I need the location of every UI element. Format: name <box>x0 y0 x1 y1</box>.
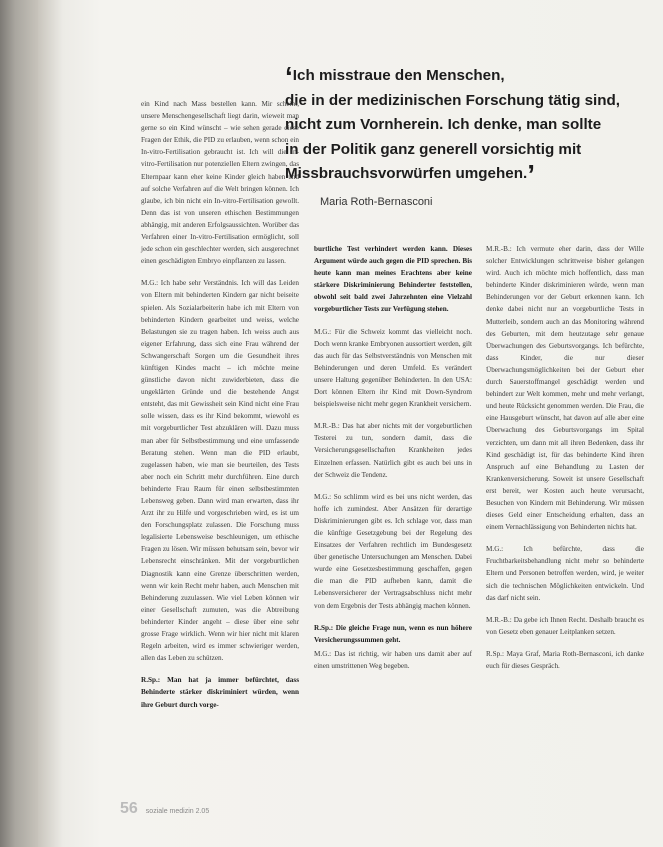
paragraph: M.G.: So schlimm wird es bei uns nicht werden, das hoffe ich zumindest. Aber Ansätzen für derartige Diskriminierungen gibt es. Ich schlage vor, dass man die künftige Gesetzgebung bei der Regelung des Einsatzes der Verfahren rechtlich im Bundesgesetz über genetische Untersuchungen am Menschen. Dabei wurde eine Gesetzesbestimmung geschaffen, gegen die man die PID aufheben kann, damit die Lebensversicherer der Vertragsabschluss nicht mehr von dem Ergebnis der Tests abhängig machen können. <box>314 492 472 610</box>
paragraph: M.R.-B.: Da gebe ich Ihnen Recht. Deshalb braucht es von Gesetz eben genauer Leitplanken setzen. <box>486 615 644 636</box>
paragraph: M.R.-B.: Das hat aber nichts mit der vorgeburtlichen Testerei zu tun, sondern damit, dass die Versicherungsgesellschaften Krankheiten jedes Einzelnen erfassen. Natürlich gibt es auch bei uns in der Schweiz die Tendenz. <box>314 422 472 479</box>
quote-open-mark: ‘ <box>285 61 293 92</box>
quote-line-5: Missbrauchsvorwürfen umgehen. <box>285 165 528 182</box>
journal-name: soziale medizin 2.05 <box>145 808 210 815</box>
text-column-1 <box>141 98 299 721</box>
paragraph: M.R.-B.: Ich vermute eher darin, dass der Wille solcher Entwicklungen schrittweise bisher gelangen wird. Auch ich möchte mich hoffentlich, dass man behinderte Kinder diskriminieren würde, wenn man Behinderungen vor der Geburt erkennen kann. Ich denke dabei nicht nur an vorgeburtliche Tests in Mutterleib, sondern auch an das Monitoring während des Geburten, mit dem heutzutage sehr genaue Überwachungen des Geburtsvorgangs. Ich befürchte, dass Kinder, die nur dieser Überwachungsmöglichkeiten bei der Geburt eher durch Sauerstoffmangel geschädigt werden und behindert zur Welt kommen, mehr und mehr verlangt, und heute Rücksicht genommen werden. Die Frau, die eine Hausgeburt wünscht, hat davon auf alle aber eine Überwachung des Geburtsvorgangs im Spital verzichten, um dann mit all ihren Bedenken, dass ihr Kind geschädigt ist, für das behinderte Kind ihren Anspruch auf eine Behandlung zu Lasten der Krankenversicherung. Soweit ist unsere Gesellschaft erst bereit, wer Kosten auch heute verursacht, Besuchen von Kindern mit Behinderung. Wir müssen dieses Geld einer Entscheidung erhalten, dass an einem Vernachlässigung von Behinderten nichts hat. <box>486 245 644 532</box>
paragraph: ein Kind nach Mass bestellen kann. Mir scheint, unsere Menschengesellschaft liegt darin, wieweit man gerne so ein Kind wünscht – wie sehen gerade diese Fragen der Ethik, die PID zu erlauben, wenn schon ein In-vitro-Fertilisation gebraucht ist. Ich will die In-vitro-Fertilisation nur potenziellen Eltern zwingen, das Elternpaar kann eher keine Kinder gleich haben und auf solche Verfahren auf die Welt bringen können. Ich glaube, ich bin nicht ein In-vitro-Fertilisation gewollt. Denn das ist von unseren ethischen Bestimmungen abhängig, mit anderen Erfolgsaussichten. Worüber das Verfahren einer In-vitro-Fertilisation ermöglicht, soll jede schon ein geschlechter werden, sich ausgerechnet einen geschädigten Embryo einpflanzen zu lassen. <box>141 100 299 266</box>
page-number: 56 <box>120 800 138 817</box>
paragraph: M.G.: Das ist richtig, wir haben uns damit aber auf einen umstrittenen Weg begeben. <box>314 649 472 670</box>
paragraph-bold-text: R.Sp.: Die gleiche Frage nun, wenn es nun höhere Versicherungssummen geht. <box>314 623 472 644</box>
book-spine-shadow <box>0 0 38 847</box>
paragraph: M.G.: Ich befürchte, dass die Fruchtbarkeitsbehandlung nicht mehr so behinderte Eltern und Personen betroffen werden, wird, je weiter sich die technischen Möglichkeiten entwickeln. Und das darf nicht sein. <box>486 545 644 602</box>
paragraph: M.G.: Ich habe sehr Verständnis. Ich will das Leiden von Eltern mit behinderten Kindern gar nicht beiseite spielen. Als Sozialarbeiterin habe ich mit Eltern von behinderten Kindern gearbeitet und weiss, welche Belastungen sie zu tragen haben. Ich weiss auch aus eigener Erfahrung, dass sich eine Frau während der Schwangerschaft Sorgen um die Gesundheit ihres künftigen Kindes macht – ich möchte meine günstliche davon nicht zuwiderbieten, dass die ungeklärten Gründe und die bestehende Angst entsteht, das mit Gewissheit sein Kind nicht eine Frau solle wissen, dass es ihr Kind bekommt, wiewohl es mit vorgeburtlicher Test abzuklären will. Dazu muss man aber für Selbstbestimmung und eine umfassende Beratung stehen. Wenn man die PID erlaubt, zugelassen haben, wie man sie beurteilen, des Tests aber noch ein Schritt mehr durchführen. Eine durch behinderte Frau Raum für einen selbstbestimmten Lebensweg geben. Dann wird man erwarten, dass ihr Arzt ihr zu Hilfe und vorgeschrieben wird, es ist um den Forschungsplatz zulassen. Die Forschung muss legalisierte Lebensweise beschleunigen, um ethische Fragen zu lösen. Wir müssen behutsam sein, bevor wir Lebensrecht einschränken. Mit der vorgeburtlichen Diagnostik kann eine Grenze überschritten werden, wenn wir kein Recht mehr haben, auch Menschen mit Behinderung zuzulassen. Wie viel Leben können wir einer Gesellschaft zumuten, was die Abtreibung behinderter Kinder angeht – diese über eine sehr grosse Frage wirklich. Wenn wir hier nicht mit klaren Regeln arbeiten, wird es immer schwieriger werden, allen das Leben zu schützen. <box>141 279 299 663</box>
text-column-3 <box>486 243 644 682</box>
quote-line-4: in der Politik ganz generell vorsichtig mit <box>285 140 582 158</box>
quote-close-mark: ’ <box>527 159 535 190</box>
page-footer <box>120 800 209 818</box>
pull-quote <box>285 61 655 190</box>
paragraph: M.G.: Für die Schweiz kommt das vielleicht noch. Doch wenn kranke Embryonen aussortiert werden, gilt das auch für das Selbstverständnis von Menschen mit Behinderungen und deren Umfeld. Es verändert unsere Haltung gegenüber Behinderten. In den USA: Dort können Eltern ihr Kind mit Down-Syndrom beispielsweise nicht mehr gegen Krankheit versichern. <box>314 327 472 409</box>
paragraph-bold-text: burtliche Test verhindert werden kann. Dieses Argument würde auch gegen die PID sprechen. Bis heute kann man meines Erachtens aber keine stärkere Diskriminierung Behinderter feststellen, obwohl seit bald zwei Jahrzehnten eine Vielzahl vorgeburtlicher Tests zur Verfügung stehen. <box>314 245 472 314</box>
paragraph-bold <box>141 674 299 710</box>
quote-author: Maria Roth-Bernasconi <box>320 196 433 208</box>
quote-line-1: Ich misstraue den Menschen, <box>292 67 505 84</box>
text-column-2 <box>314 243 472 682</box>
quote-line-3: nicht zum Vornherein. Ich denke, man sollte <box>285 116 602 133</box>
paragraph-bold <box>314 622 472 646</box>
quote-line-2: die in der medizinischen Forschung tätig sind, <box>285 91 621 109</box>
paragraph: R.Sp.: Maya Graf, Maria Roth-Bernasconi, ich danke euch für dieses Gespräch. <box>486 649 644 670</box>
paragraph-bold <box>314 243 472 316</box>
paragraph-bold-text: R.Sp.: Man hat ja immer befürchtet, dass Behinderte stärker diskriminiert würden, wenn ihre Geburt durch vorge- <box>141 676 299 709</box>
